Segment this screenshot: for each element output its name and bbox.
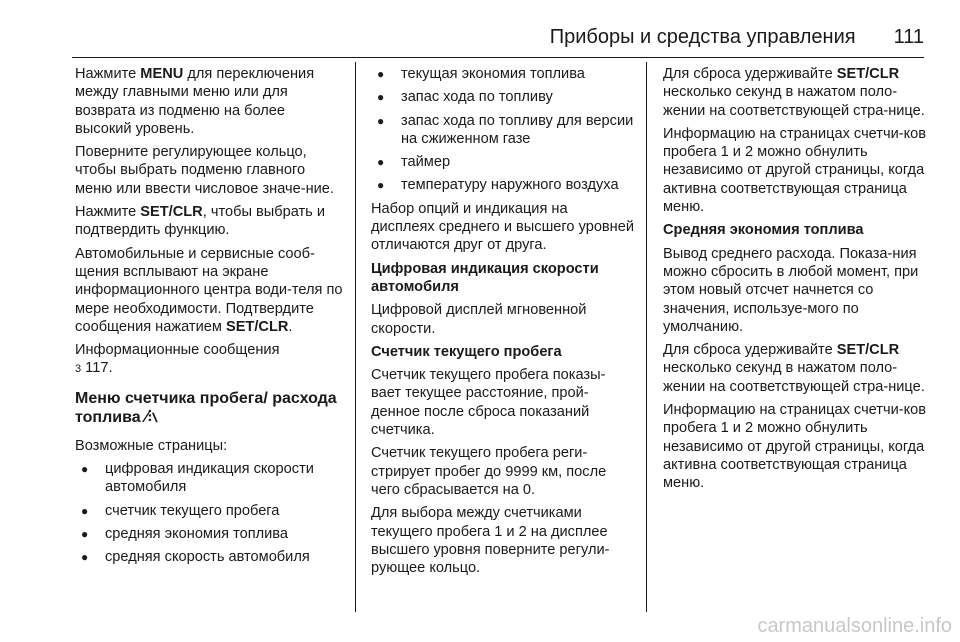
list-item: ● таймер: [377, 154, 451, 171]
column-1: [75, 65, 345, 572]
bullet-list: [75, 460, 345, 566]
button-name: SET/CLR: [140, 204, 203, 221]
bullet-icon: ●: [377, 178, 385, 193]
list-item: ● средняя скорость автомобиля: [81, 549, 310, 566]
list-item: ● запас хода по топливу: [377, 89, 553, 106]
paragraph: Нажмите MENU для переключения между главными меню или для возврата из подменю на более высокий уровень.: [75, 66, 315, 137]
paragraph: Возможные страницы:: [75, 437, 228, 454]
page-header: [0, 26, 924, 56]
button-name: SET/CLR: [836, 66, 900, 82]
column-3: [663, 65, 928, 498]
bullet-icon: ●: [377, 67, 385, 81]
bullet-icon: ●: [377, 155, 385, 170]
list-item: ● текущая экономия топлива: [377, 66, 585, 82]
paragraph: Информацию на страницах счетчи-ков пробега 1 и 2 можно обнулить независимо от другой страницы, когда активна соответствующая страница меню.: [663, 402, 927, 492]
section-heading: Меню счетчика пробега/ расхода топлива ⁄⫶∖: [75, 389, 337, 426]
header-rule: [72, 57, 924, 58]
paragraph: Информацию на страницах счетчи-ков пробега 1 и 2 можно обнулить независимо от другой страницы, когда активна соответствующая страница меню.: [663, 125, 927, 216]
paragraph: Информационные сообщения 3 117.: [75, 342, 280, 377]
paragraph: Для сброса удерживайте SET/CLR несколько секунд в нажатом поло-жении на соответствующей стра-нице.: [663, 342, 925, 395]
paragraph: Нажмите SET/CLR, чтобы выбрать и подтвердить функцию.: [75, 204, 325, 239]
page-reference: 117.: [81, 360, 113, 377]
paragraph: Счетчик текущего пробега реги-стрирует пробег до 9999 км, после чего сбрасывается на 0.: [371, 445, 607, 498]
list-item: ● температуру наружного воздуха: [377, 177, 619, 194]
column-divider: [355, 62, 356, 612]
paragraph: Для сброса удерживайте SET/CLR несколько секунд в нажатом поло-жении на соответствующей стра-нице.: [663, 66, 925, 119]
button-name: SET/CLR: [225, 318, 289, 335]
subsection-heading: Счетчик текущего пробега: [371, 343, 562, 360]
paragraph: Счетчик текущего пробега показы-вает текущее расстояние, прой-денное после сброса показаний счетчика.: [371, 367, 606, 439]
column-2: [371, 65, 635, 582]
button-name: MENU: [140, 66, 184, 82]
bullet-icon: ●: [81, 503, 89, 518]
list-item: ● средняя экономия топлива: [81, 525, 288, 542]
paragraph: Поверните регулирующее кольцо, чтобы выбрать подменю главного меню или ввести числовое значе-ние.: [75, 144, 334, 197]
page-title: Приборы и средства управления: [549, 26, 856, 48]
trip-fuel-icon: ⁄⫶∖: [145, 408, 158, 426]
bullet-icon: ●: [81, 550, 89, 565]
paragraph: Автомобильные и сервисные сооб-щения всплывают на экране информационного центра води-теля по мере необходимости. Подтвердите сообщения нажатием SET/CLR.: [75, 245, 343, 335]
bullet-icon: ●: [377, 90, 385, 105]
bullet-list: [371, 65, 635, 195]
column-divider: [646, 62, 647, 612]
paragraph: Для выбора между счетчиками текущего пробега 1 и 2 на дисплее высшего уровня поверните регули-рующее кольцо.: [371, 505, 610, 577]
bullet-icon: ●: [377, 113, 385, 128]
paragraph: Набор опций и индикация на дисплеях среднего и высшего уровней отличаются друг от друга.: [371, 200, 635, 254]
button-name: SET/CLR: [836, 342, 900, 359]
bullet-icon: ●: [81, 462, 89, 477]
list-item: ● запас хода по топливу для версии на сжиженном газе: [377, 112, 634, 147]
bullet-icon: ●: [81, 526, 89, 541]
subsection-heading: Цифровая индикация скорости автомобиля: [371, 260, 599, 295]
list-item: ● цифровая индикация скорости автомобиля: [81, 461, 314, 496]
list-item: ● счетчик текущего пробега: [81, 502, 280, 519]
subsection-heading: Средняя экономия топлива: [663, 222, 864, 239]
watermark: carmanualsonline.info: [757, 615, 952, 637]
page-number: 111: [893, 26, 924, 48]
paragraph: Вывод среднего расхода. Показа-ния можно сбросить в любой момент, при этом новый отсчет начнется со значения, используе-мого по умолчанию.: [663, 245, 919, 335]
paragraph: Цифровой дисплей мгновенной скорости.: [371, 302, 587, 337]
page-reference-icon: 3: [75, 363, 82, 376]
